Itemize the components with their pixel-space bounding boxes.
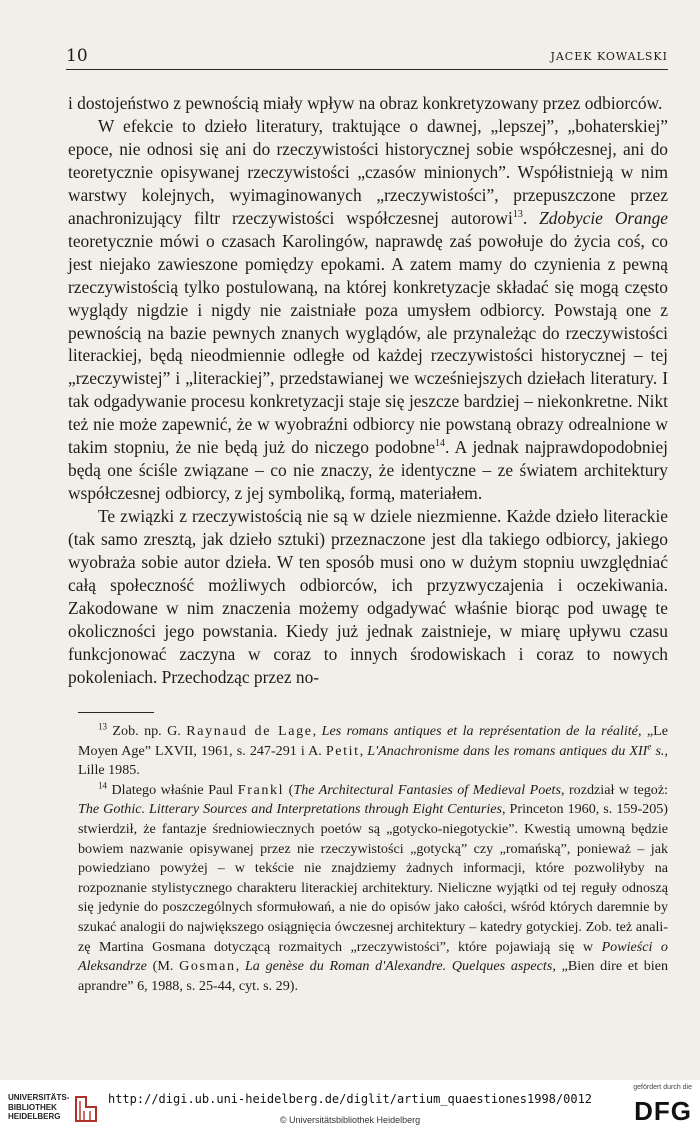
body-text [68, 92, 668, 689]
footnote-ref-14: 14 [435, 438, 446, 450]
dfg-logo[interactable]: gefördert durch die DFG [633, 1084, 692, 1126]
italic-title: Zdobycie Orange [539, 207, 668, 228]
paragraph-3: Te związki z rzeczywistością nie są w dziele niezmienne. Każde dzieło literackie (tak samo zresztą, jak dzieło sztuki) przeznaczone jest dla takiego odbiorcy, jakiego wyobraża sobie autor dzieła. W ten sposób musi ono w dużym stopniu uwzględniać całą społeczność możliwych odbiorców, ich przyzwyczajenia i oczekiwania. Zakodowane w nim znaczenia możemy odgadywać właśnie biorąc pod uwagę te okoliczności jego powstania. Kiedy już jednak zaistnieje, w miarę upływu czasu funkcjonować zaczyna w coraz to innych środowiskach i coraz to nowych pokoleniach. Przechodząc przez no- [68, 506, 668, 687]
footnote-13: $^{13}$ Zob. np. G. Raynaud de Lage, Les romans antiques et la représentation de la réalité, „Le Moyen Age” LXVII, 1961, s. 247-291 i A. Petit, L'Anachronisme dans les romans antiques du XIIe s., Lille 1985. [78, 721, 669, 779]
footnotes [78, 722, 668, 996]
running-head: JACEK KOWALSKI [550, 50, 668, 63]
page-number: 10 [66, 46, 88, 66]
source-url-link[interactable]: http://digi.ub.uni-heidelberg.de/diglit/artium_quaestiones1998/0012 [107, 1092, 593, 1106]
paragraph-2: W efekcie to dzieło literatury, traktujące o dawnej, „lepszej”, „bohaterskiej” epoce, nie odnosi się ani do rzeczywistości historycznej sobie współczesnej, ani do teoretycznie opisywanej rzeczywistości „czasów minionych”. Współistnieją w nim warstwy kolejnych, wyimaginowanych „rzeczywistości”, przepuszczone przez anachronizujący filtr rzeczywistości współczesnej autorowi$^{13}$. Zdobycie Orange teoretycznie mówi o czasach Karolingów, naprawdę zaś powołuje do życia coś, co jest niejako zawieszone pomiędzy epokami. A zatem mamy do czynienia z pewną rzeczywistością tylko postulowaną, na której konkretyzacje składać się mogą często wyglądy nigdzie i nigdy nie zaistniałe poza umysłem odbiorcy. Powstają one z pewnością na bazie pewnych znanych wyglądów, ale przynależąc do rzeczywistości literackiej, będą nieodmiennie odległe od każdej rzeczywistości historycznej – tej „rzeczywistej” i „literackiej”, przedstawianej we wcześniejszych dziełach literatury. I tak odgadywanie procesu konkretyzacji staje się jeszcze bardziej – niekonkretne. Nikt też nie może zapewnić, że w wyobraźni odbiorcy nie powstaną obrazy odrealnione w takim stopniu, że nie będą już do niczego podobne$^{14}$. A jednak najprawdopodobniej będą one ściśle związane – co nie znaczy, że identyczne – ze światem architektury współczesnej odbiorcy, z jej symboliką, formą, materiałem. [68, 115, 669, 504]
footnote-14: $^{14}$ Dlatego właśnie Paul Frankl (The Architectural Fantasies of Medieval Poets, rozdział w tegoż: The Gothic. Litterary Sources and Interpretations through Eight Centuries, Princeton 1960, s. 159-205) stwierdził, że fantazje średniowiecznych poetów są „gotycko-niegotyckie”. Kwestią umowną będzie bowiem nazwanie opisywanej przez nie rzeczywistości „gotycką” czy „romańską”, ponieważ – jak powiedziano powyżej – w tekście nie znajdziemy żadnych informacji, które pozwoliłyby na rozpoznanie stylistycznego charakteru literackiej architektury. Nieliczne wyjątki od tej reguły odnoszą się jedynie do poszczególnych sformułowań, a nie do opisów jako całości, wśród których daremnie by szukać analogii do największego osiągnięcia ówczesnej architektury – katedry gotyckiej. Zob. też analizę Martina Gosmana dotyczącą rozmaitych „rzeczywistości”, które pojawiają się w Powieści o Aleksandrze (M. Gosman, La genèse du Roman d'Alexandre. Quelques aspects, „Bien dire et bien aprandre” 6, 1988, s. 25-44, cyt. s. 29). [78, 780, 669, 994]
header-rule [66, 69, 668, 70]
viewer-footer [0, 1080, 700, 1135]
footnote-ref-13: 13 [512, 208, 523, 220]
paragraph-1: i dostojeństwo z pewnością miały wpływ na obraz konkretyzowany przez odbiorców. [68, 93, 663, 113]
footnote-separator [78, 712, 154, 713]
copyright-notice: © Universitätsbibliothek Heidelberg [279, 1115, 421, 1125]
page-header [66, 46, 668, 68]
university-library-logo[interactable]: UNIVERSITÄTS- BIBLIOTHEK HEIDELBERG [6, 1088, 98, 1128]
